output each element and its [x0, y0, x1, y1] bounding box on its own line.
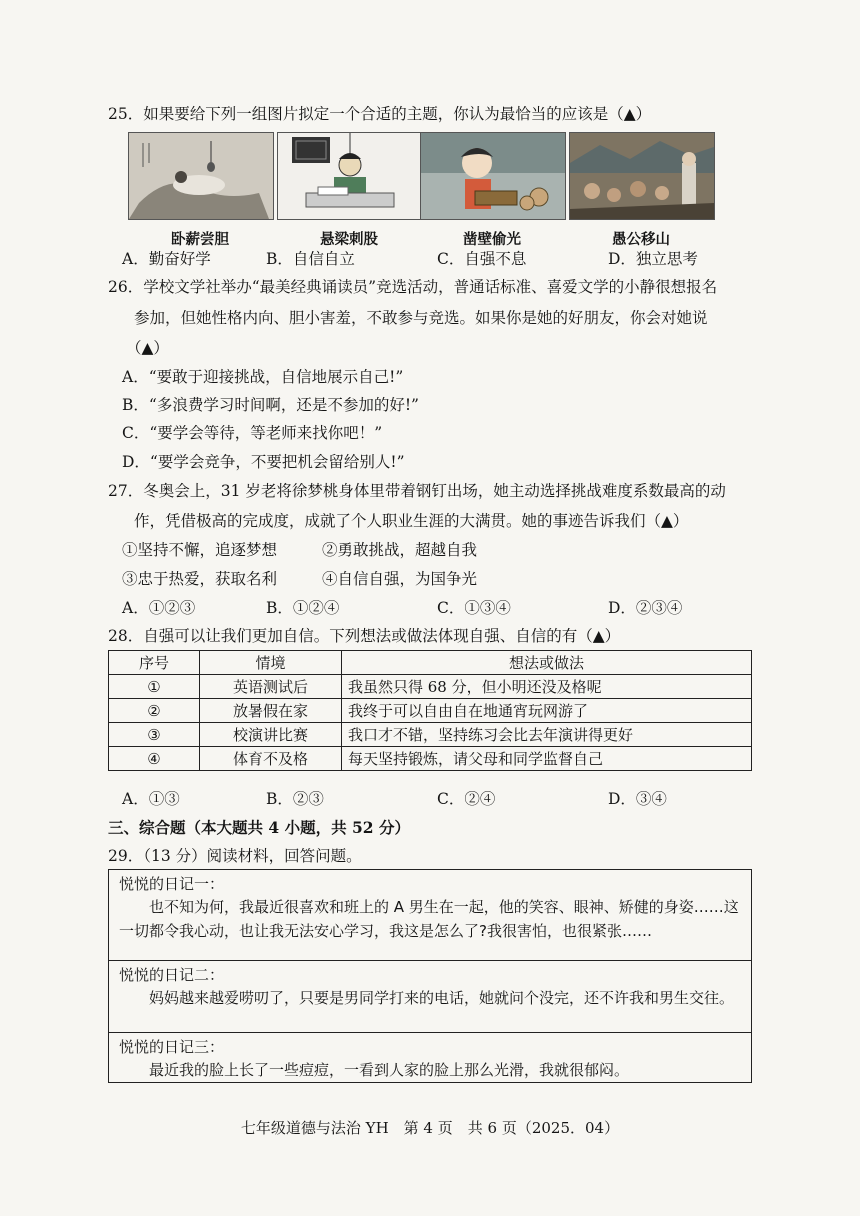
diary-body: 也不知为何，我最近很喜欢和班上的 A 男生在一起，他的笑容、眼神、矫健的身姿……这一切都令我心动，也让我无法安心学习，我这是怎么了?我很害怕，也很紧张……	[119, 898, 739, 940]
header-number: 序号	[109, 651, 200, 675]
table-row	[109, 747, 752, 771]
row-action: 我口才不错，坚持练习会比去年演讲得更好	[342, 723, 752, 747]
q28-option-a: A．①③	[122, 790, 180, 808]
q27-option-a: A．①②③	[122, 599, 196, 617]
q27-item-2: ②勇敢挑战，超越自我	[322, 541, 478, 559]
diary-title: 悦悦的日记三：	[119, 1038, 225, 1056]
q25-option-a: A．勤奋好学	[122, 250, 211, 268]
q28-table	[108, 650, 752, 771]
diary-title: 悦悦的日记二：	[119, 966, 225, 984]
picture-zaobi-touguang	[420, 132, 566, 220]
row-number: ①	[109, 675, 200, 699]
row-action: 每天坚持锻炼，请父母和同学监督自己	[342, 747, 752, 771]
q28-option-b: B．②③	[266, 790, 324, 808]
q28-option-d: D．③④	[608, 790, 667, 808]
q27-item-4: ④自信自强，为国争光	[322, 570, 478, 588]
q25-option-d: D．独立思考	[608, 250, 698, 268]
caption-xuanliang-cigu: 悬梁刺股	[320, 231, 378, 248]
row-action: 我虽然只得 68 分，但小明还没及格呢	[342, 675, 752, 699]
caption-zaobi-touguang: 凿壁偷光	[463, 231, 521, 248]
header-situation: 情境	[200, 651, 342, 675]
q27-stem-line-1: 27．冬奥会上，31 岁老将徐梦桃身体里带着钢钉出场，她主动选择挑战难度系数最高的动	[108, 482, 726, 500]
q26-option-b: B．“多浪费学习时间啊，还是不参加的好!”	[122, 396, 419, 414]
caption-yugong-yishan: 愚公移山	[612, 231, 670, 248]
table-row	[109, 699, 752, 723]
row-number: ②	[109, 699, 200, 723]
q29-stem: 29．（13 分）阅读材料，回答问题。	[108, 847, 362, 865]
header-action: 想法或做法	[342, 651, 752, 675]
diary-title: 悦悦的日记一：	[119, 875, 225, 893]
q26-stem-line-2: 参加，但她性格内向、胆小害羞，不敢参与竞选。如果你是她的好朋友，你会对她说	[134, 309, 708, 327]
q29-diary-box	[108, 869, 752, 1083]
table-header-row	[109, 651, 752, 675]
q25-stem: 25．如果要给下列一组图片拟定一个合适的主题，你认为最恰当的应该是（▲）	[108, 105, 652, 123]
q26-option-c: C．“要学会等待，等老师来找你吧！”	[122, 424, 383, 442]
q26-option-d: D．“要学会竞争，不要把机会留给别人!”	[122, 453, 405, 471]
row-number: ④	[109, 747, 200, 771]
row-number: ③	[109, 723, 200, 747]
page-footer: 七年级道德与法治 YH 第 4 页 共 6 页（2025．04）	[240, 1119, 620, 1137]
diary-entry-2	[109, 960, 751, 1032]
q26-stem-line-3: （▲）	[126, 339, 169, 357]
table-row	[109, 675, 752, 699]
diary-body: 妈妈越来越爱唠叨了，只要是男同学打来的电话，她就问个没完，还不许我和男生交往。	[149, 989, 735, 1007]
row-situation: 放暑假在家	[200, 699, 342, 723]
section-3-heading: 三、综合题（本大题共 4 小题，共 52 分）	[108, 818, 410, 837]
q27-option-d: D．②③④	[608, 599, 683, 617]
q25-option-b: B．自信自立	[266, 250, 355, 268]
table-row	[109, 723, 752, 747]
diary-body: 最近我的脸上长了一些痘痘，一看到人家的脸上那么光滑，我就很郁闷。	[149, 1061, 630, 1079]
q27-item-1: ①坚持不懈，追逐梦想	[122, 541, 278, 559]
diary-entry-3	[109, 1032, 751, 1082]
q27-item-3: ③忠于热爱，获取名利	[122, 570, 278, 588]
q26-option-a: A．“要敢于迎接挑战，自信地展示自己!”	[122, 368, 404, 386]
q28-option-c: C．②④	[437, 790, 496, 808]
caption-woxin-changdan: 卧薪尝胆	[171, 231, 229, 248]
diary-entry-1	[109, 870, 751, 960]
picture-yugong-yishan	[569, 132, 715, 220]
row-situation: 校演讲比赛	[200, 723, 342, 747]
row-situation: 体育不及格	[200, 747, 342, 771]
q27-option-c: C．①③④	[437, 599, 511, 617]
q28-stem: 28．自强可以让我们更加自信。下列想法或做法体现自强、自信的有（▲）	[108, 627, 621, 645]
q25-option-c: C．自强不息	[437, 250, 527, 268]
q27-stem-line-2: 作，凭借极高的完成度，成就了个人职业生涯的大满贯。她的事迹告诉我们（▲）	[134, 512, 689, 530]
q26-stem-line-1: 26．学校文学社举办“最美经典诵读员”竞选活动，普通话标准、喜爱文学的小静很想报名	[108, 278, 718, 296]
q27-option-b: B．①②④	[266, 599, 340, 617]
picture-woxin-changdan	[128, 132, 274, 220]
picture-xuanliang-cigu	[277, 132, 423, 220]
row-situation: 英语测试后	[200, 675, 342, 699]
row-action: 我终于可以自由自在地通宵玩网游了	[342, 699, 752, 723]
